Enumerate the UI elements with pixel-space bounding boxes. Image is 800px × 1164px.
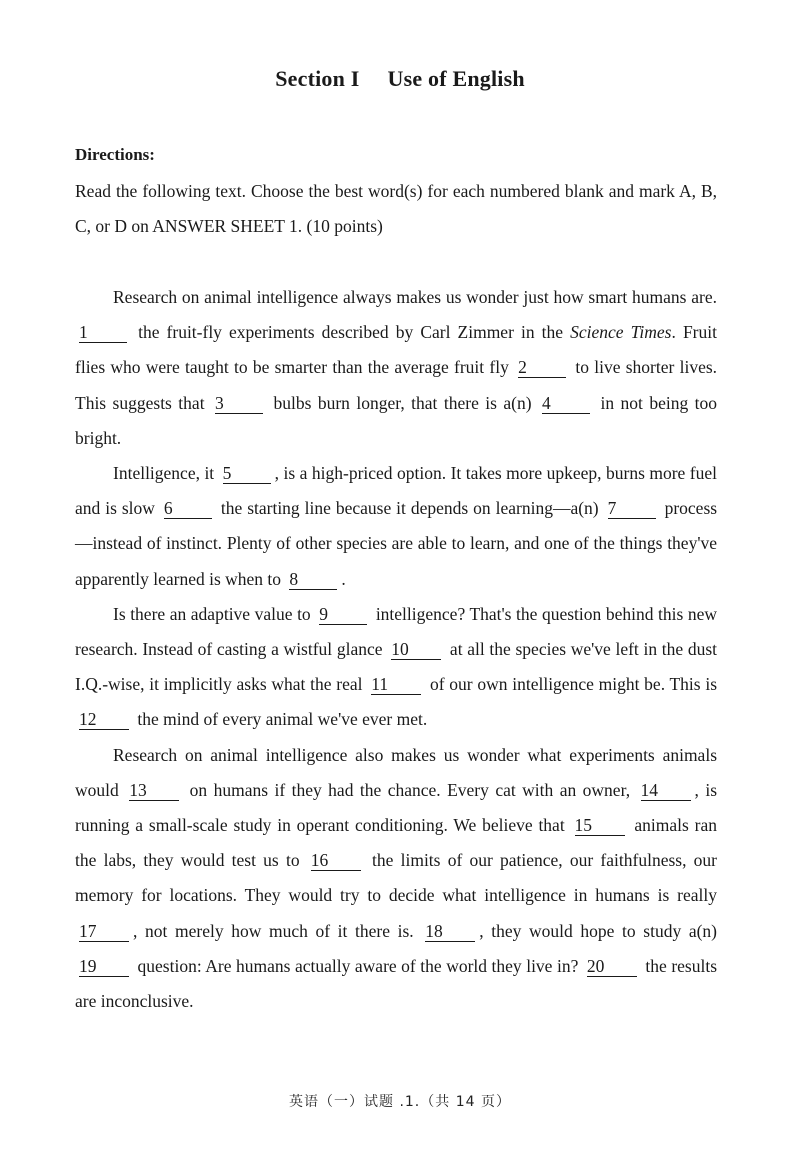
text-run: , is a high-priced option. It takes more upkeep, burns more fuel and is slow — [75, 463, 717, 519]
blank-12: 12 — [79, 709, 129, 730]
text-run: on humans if they had the chance. Every cat with an owner, — [189, 779, 631, 800]
blank-20: 20 — [587, 956, 637, 977]
text-run: the mind of every animal we've ever met. — [137, 709, 428, 730]
text-run: Is there an adaptive value to — [113, 603, 311, 624]
text-run: the starting line because it depends on learning—a(n) — [220, 498, 599, 519]
text-run: Research on animal intelligence also makes us wonder what experiments animals would — [75, 744, 717, 800]
paragraph-4 — [75, 738, 717, 1020]
section-title — [0, 66, 800, 92]
text-run: bulbs burn longer, that there is a(n) — [273, 392, 532, 413]
text-run: the limits of our patience, our faithfulness, our memory for locations. They would try to decide what intelligence in humans is really — [75, 850, 717, 906]
blank-2: 2 — [518, 357, 566, 378]
blank-5: 5 — [223, 463, 271, 484]
directions-heading: Directions: — [75, 145, 155, 164]
reading-passage — [75, 280, 717, 1019]
blank-18: 18 — [425, 921, 475, 942]
text-run: , not merely how much of it there is. — [133, 920, 414, 941]
text-run: Intelligence, it — [113, 463, 215, 484]
blank-13: 13 — [129, 780, 179, 801]
blank-9: 9 — [319, 604, 367, 625]
paragraph-3 — [75, 597, 717, 738]
blank-16: 16 — [311, 850, 361, 871]
section-name: Use of English — [387, 66, 525, 91]
text-run: , they would hope to study a(n) — [479, 920, 717, 941]
text-run: question: Are humans actually aware of the world they live in? — [137, 955, 579, 976]
blank-8: 8 — [289, 569, 337, 590]
text-run: Research on animal intelligence always makes us wonder just how smart humans are. — [113, 287, 717, 307]
text-run: the fruit-fly experiments described by Carl Zimmer in the — [138, 322, 564, 343]
blank-7: 7 — [608, 498, 656, 519]
blank-1: 1 — [79, 322, 127, 343]
text-run: . Fruit flies who were taught to be smarter than the average fruit fly — [75, 322, 717, 378]
text-run: . — [341, 568, 346, 589]
text-run: at all the species we've left in the dust I.Q.-wise, it implicitly asks what the real — [75, 639, 718, 695]
text-run: intelligence? That's the question behind this new research. Instead of casting a wistful glance — [75, 603, 718, 660]
paragraph-2 — [75, 456, 717, 597]
blank-17: 17 — [79, 921, 129, 942]
blank-19: 19 — [79, 956, 129, 977]
text-run: process—instead of instinct. Plenty of other species are able to learn, and one of the things they've apparently learned is when to — [75, 498, 718, 589]
paragraph-1 — [75, 280, 717, 456]
text-run: to live shorter lives. This suggests that — [75, 357, 718, 413]
text-run: of our own intelligence might be. This is — [429, 674, 718, 695]
text-run: animals ran the labs, they would test us to — [75, 815, 718, 871]
directions-text: Read the following text. Choose the best word(s) for each numbered blank and mark A, B, C, or D on ANSWER SHEET 1. (10 points) — [75, 181, 717, 236]
text-run: the results are inconclusive. — [75, 955, 718, 1012]
section-label: Section I — [275, 66, 360, 91]
blank-6: 6 — [164, 498, 212, 519]
text-run: , is running a small-scale study in operant conditioning. We believe that — [75, 779, 718, 836]
blank-3: 3 — [215, 393, 263, 414]
text-run: in not being too bright. — [75, 392, 718, 448]
page-footer: 英语（一）试题 .1.（共 14 页） — [289, 1094, 511, 1110]
blank-10: 10 — [391, 639, 441, 660]
blank-11: 11 — [371, 674, 421, 695]
newspaper-title: Science Times — [570, 322, 672, 343]
blank-4: 4 — [542, 393, 590, 414]
blank-14: 14 — [641, 780, 691, 801]
blank-15: 15 — [575, 815, 625, 836]
